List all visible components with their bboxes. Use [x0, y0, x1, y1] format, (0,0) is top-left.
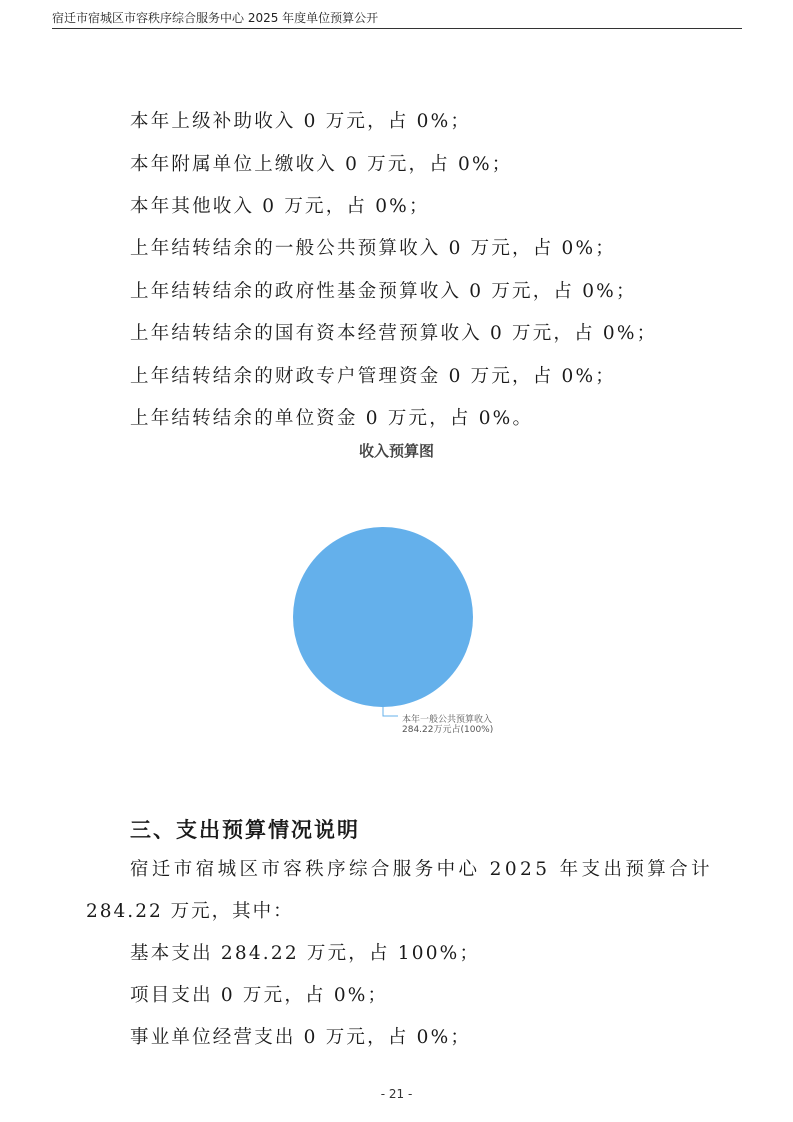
pie-slice-label: 本年一般公共预算收入 — [402, 715, 493, 725]
chart-title: 收入预算图 — [358, 442, 434, 460]
pie-slice-0 — [293, 527, 473, 707]
income-line-carryover-state-capital: 上年结转结余的国有资本经营预算收入 0 万元，占 0%； — [130, 323, 658, 344]
income-line-carryover-unit-funds: 上年结转结余的单位资金 0 万元，占 0%。 — [130, 408, 534, 429]
income-line-affiliated-units: 本年附属单位上缴收入 0 万元，占 0%； — [130, 154, 513, 175]
pie-slice-value-label: 284.22万元占(100%) — [402, 725, 494, 735]
income-line-carryover-general: 上年结转结余的一般公共预算收入 0 万元，占 0%； — [130, 238, 616, 259]
pie-leader-line — [383, 707, 398, 716]
income-line-superior-subsidy: 本年上级补助收入 0 万元，占 0%； — [130, 111, 472, 132]
expenditure-intro-line2: 284.22 万元，其中： — [86, 901, 294, 922]
income-line-carryover-special-account: 上年结转结余的财政专户管理资金 0 万元，占 0%； — [130, 366, 616, 387]
expenditure-intro-line1: 宿迁市宿城区市容秩序综合服务中心 2025 年支出预算合计 — [130, 859, 713, 880]
section-heading-expenditure: 三、支出预算情况说明 — [130, 818, 360, 842]
page-header: 宿迁市宿城区市容秩序综合服务中心 2025 年度单位预算公开 — [52, 11, 379, 25]
expenditure-item-project: 项目支出 0 万元，占 0%； — [130, 985, 389, 1006]
income-line-other: 本年其他收入 0 万元，占 0%； — [130, 196, 430, 217]
page-number: - 21 - — [380, 1087, 413, 1101]
expenditure-item-operating: 事业单位经营支出 0 万元，占 0%； — [130, 1027, 472, 1048]
expenditure-item-basic: 基本支出 284.22 万元，占 100%； — [130, 943, 481, 964]
income-line-carryover-fund: 上年结转结余的政府性基金预算收入 0 万元，占 0%； — [130, 281, 637, 302]
